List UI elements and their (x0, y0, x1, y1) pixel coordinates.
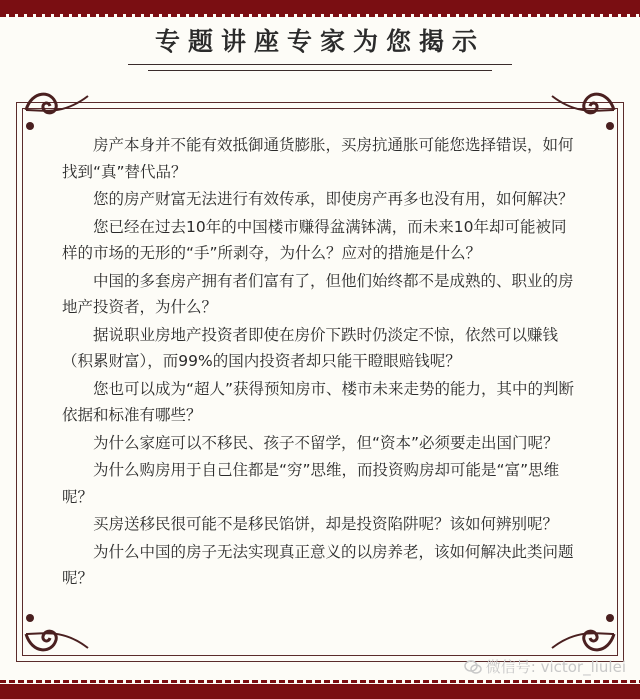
flourish-top-right-icon (546, 86, 618, 134)
wechat-icon (464, 659, 482, 675)
question-paragraph: 为什么购房用于自己住都是“穷”思维，而投资购房却可能是“富”思维呢？ (62, 461, 560, 506)
flourish-bottom-right-icon (546, 610, 618, 658)
flourish-top-left-icon (22, 86, 94, 134)
question-paragraph: 您已经在过去10年的中国楼市赚得盆满钵满，而未来10年却可能被同样的市场的无形的“手”所剥夺，为什么？应对的措施是什么？ (62, 217, 567, 262)
page-title: 专题讲座专家为您揭示 (154, 27, 485, 56)
question-paragraph: 为什么中国的房子无法实现真正意义的以房养老，该如何解决此类问题呢？ (62, 542, 574, 587)
question-paragraph: 房产本身并不能有效抵御通货膨胀，买房抗通胀可能您选择错误，如何找到“真”替代品？ (62, 136, 574, 181)
top-stripe (0, 14, 640, 17)
question-paragraph: 买房送移民很可能不是移民馅饼，却是投资陷阱呢？该如何辨别呢？ (93, 515, 559, 533)
question-paragraph: 中国的多套房产拥有者们富有了，但他们始终都不是成熟的、职业的房地产投资者，为什么？ (62, 271, 574, 316)
watermark-text: 微信号: victor_liulei (485, 658, 626, 676)
question-paragraph: 据说职业房地产投资者即使在房价下跌时仍淡定不惊，依然可以赚钱（积累财富），而99%的国内投资者却只能干瞪眼赔钱呢？ (62, 325, 559, 370)
bottom-stripe (0, 680, 640, 683)
bottom-decorative-bar (0, 684, 640, 699)
flourish-bottom-left-icon (22, 610, 94, 658)
title-rule-top (128, 64, 512, 65)
question-list (62, 132, 580, 593)
wechat-watermark (464, 656, 626, 677)
title-rule-bottom (148, 70, 492, 71)
question-paragraph: 为什么家庭可以不移民、孩子不留学，但“资本”必须要走出国门呢？ (93, 433, 559, 452)
question-paragraph: 您的房产财富无法进行有效传承，即使房产再多也没有用，如何解决？ (93, 190, 574, 208)
question-paragraph: 您也可以成为“超人”获得预知房市、楼市未来走势的能力，其中的判断依据和标准有哪些？ (62, 379, 575, 424)
top-decorative-bar (0, 0, 640, 14)
